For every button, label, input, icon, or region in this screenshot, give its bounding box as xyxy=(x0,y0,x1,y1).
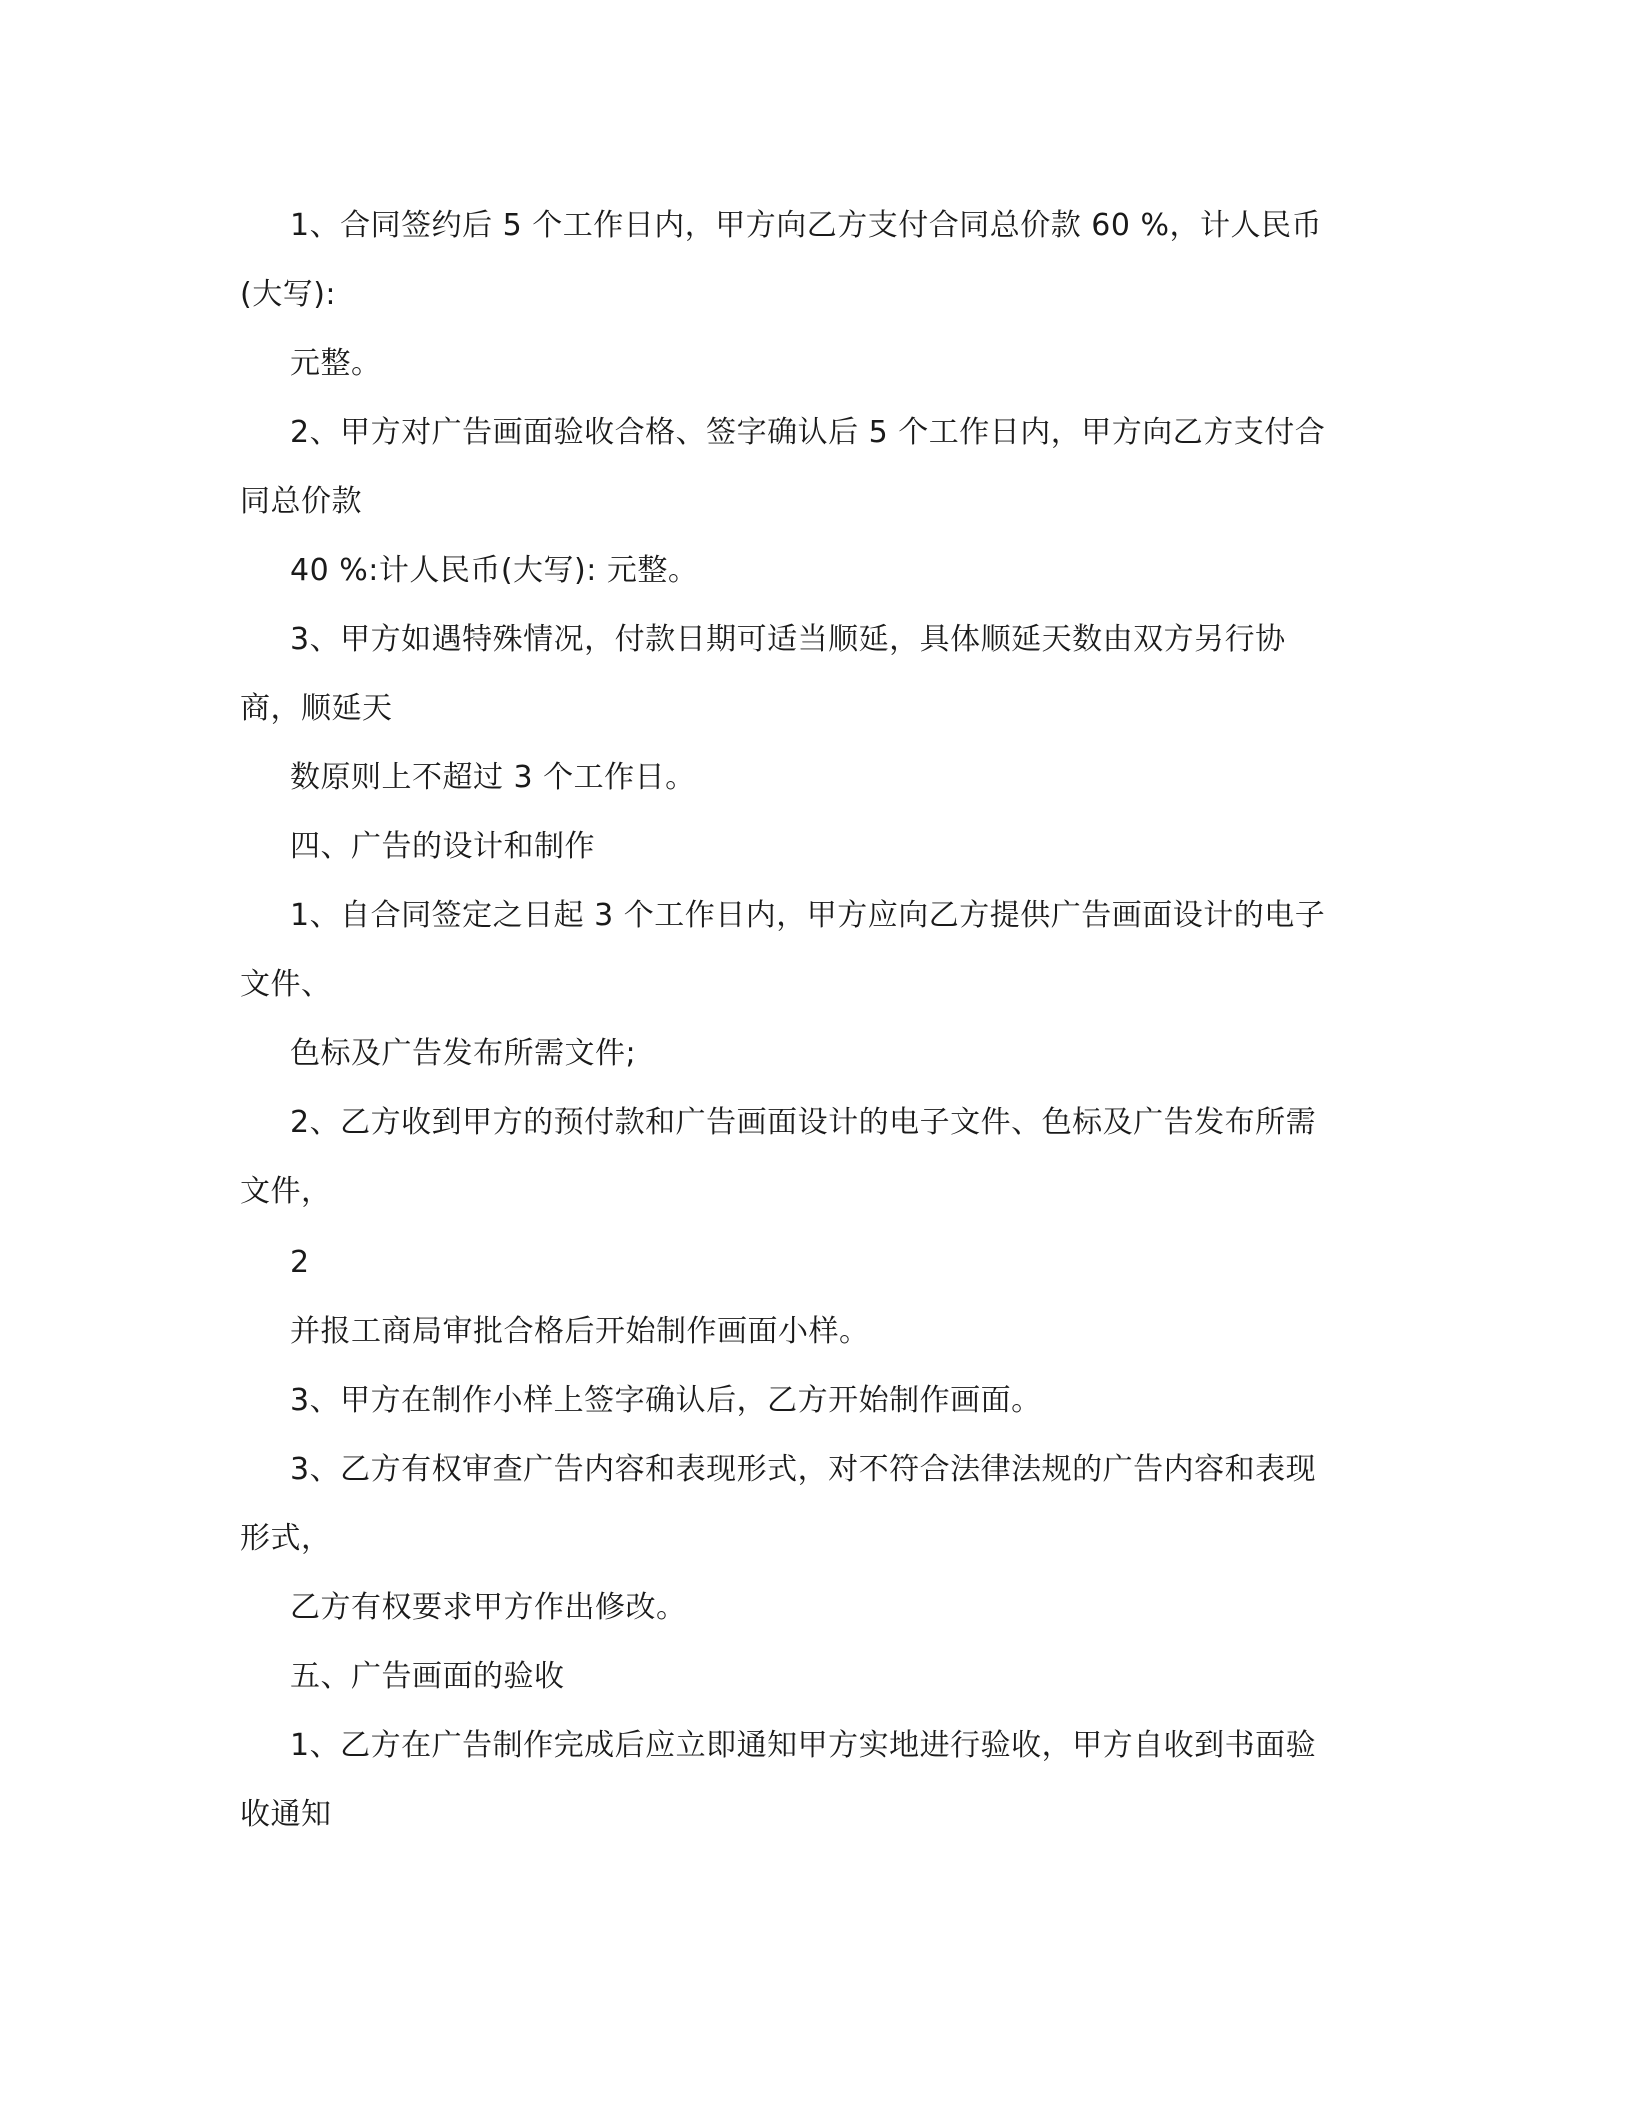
section-4-heading: 四、广告的设计和制作 xyxy=(290,829,595,864)
clause-5-1-line-2: 收通知 xyxy=(240,1797,332,1832)
clause-4-1-line-3: 色标及广告发布所需文件; xyxy=(290,1036,637,1071)
clause-3-2-line-2: 同总价款 xyxy=(240,484,362,519)
clause-4-2-line-1: 2、乙方收到甲方的预付款和广告画面设计的电子文件、色标及广告发布所需 xyxy=(290,1105,1317,1140)
page-number: 2 xyxy=(290,1245,310,1280)
clause-4-4-line-3: 乙方有权要求甲方作出修改。 xyxy=(290,1590,687,1625)
clause-3-1-line-1: 1、合同签约后 5 个工作日内，甲方向乙方支付合同总价款 60 %，计人民币 xyxy=(290,208,1322,243)
clause-4-2-line-2: 文件， xyxy=(240,1174,332,1209)
clause-3-3-line-2: 商，顺延天 xyxy=(240,691,393,726)
section-5-heading: 五、广告画面的验收 xyxy=(290,1659,565,1694)
clause-3-3-line-1: 3、甲方如遇特殊情况，付款日期可适当顺延，具体顺延天数由双方另行协 xyxy=(290,622,1286,657)
clause-4-2-line-3: 并报工商局审批合格后开始制作画面小样。 xyxy=(290,1314,870,1349)
clause-4-1-line-1: 1、自合同签定之日起 3 个工作日内，甲方应向乙方提供广告画面设计的电子 xyxy=(290,898,1326,933)
clause-4-3: 3、甲方在制作小样上签字确认后，乙方开始制作画面。 xyxy=(290,1383,1042,1418)
clause-3-2-line-1: 2、甲方对广告画面验收合格、签字确认后 5 个工作日内，甲方向乙方支付合 xyxy=(290,415,1326,450)
clause-4-4-line-1: 3、乙方有权审查广告内容和表现形式，对不符合法律法规的广告内容和表现 xyxy=(290,1452,1317,1487)
clause-3-3-line-3: 数原则上不超过 3 个工作日。 xyxy=(290,760,696,795)
clause-5-1-line-1: 1、乙方在广告制作完成后应立即通知甲方实地进行验收，甲方自收到书面验 xyxy=(290,1728,1317,1763)
clause-4-1-line-2: 文件、 xyxy=(240,967,332,1002)
clause-3-2-line-3: 40 %:计人民币(大写): 元整。 xyxy=(290,553,699,588)
clause-3-1-line-2: (大写): xyxy=(240,277,337,312)
clause-4-4-line-2: 形式， xyxy=(240,1521,332,1556)
clause-3-1-line-3: 元整。 xyxy=(290,346,382,381)
